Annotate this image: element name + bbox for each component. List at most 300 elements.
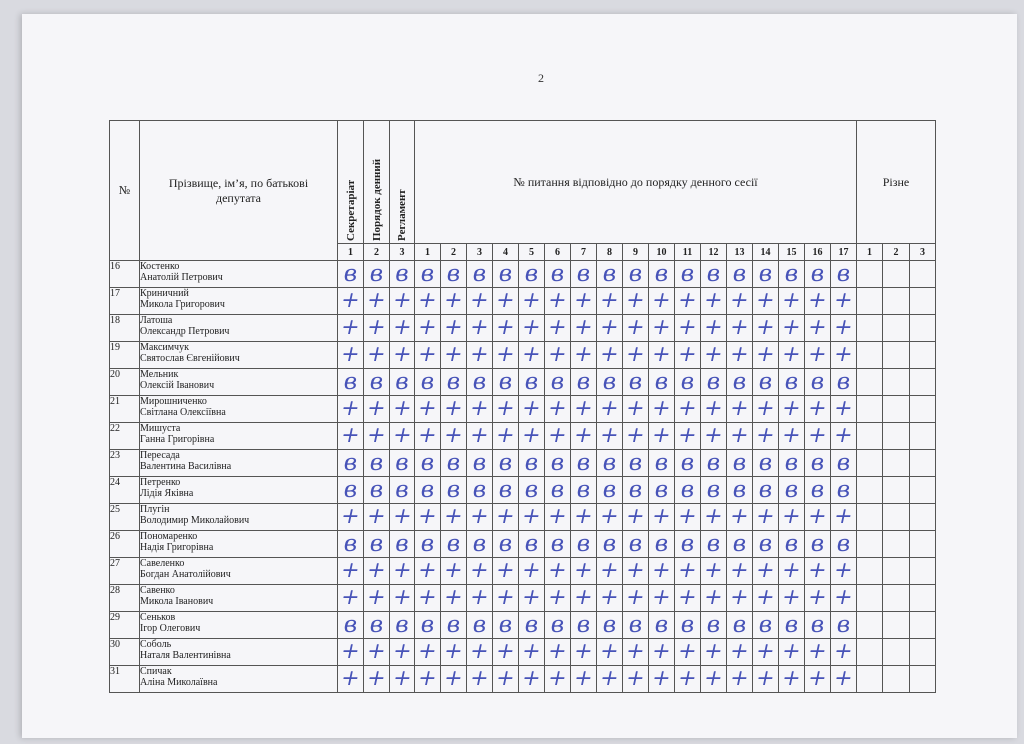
vote-mark-plus: +	[415, 666, 440, 691]
vote-mark-plus: +	[831, 666, 856, 691]
vote-cell	[753, 261, 779, 288]
vote-mark-plus: +	[623, 666, 648, 691]
vote-mark-plus: +	[364, 639, 389, 664]
vote-mark-v: в	[524, 612, 539, 638]
vote-mark-v: в	[498, 477, 513, 503]
vote-mark-v: в	[395, 477, 409, 503]
vote-mark-v: в	[498, 612, 513, 638]
deputy-given-names: Ігор Олегович	[140, 623, 201, 634]
vote-mark-plus: +	[701, 315, 726, 340]
vote-mark-v: в	[446, 261, 461, 287]
vote-cell	[338, 369, 364, 396]
vote-cell	[753, 423, 779, 450]
misc-cell	[883, 639, 910, 666]
vote-cell	[727, 639, 753, 666]
vote-mark-plus: +	[545, 666, 570, 691]
misc-cell	[910, 288, 936, 315]
vote-mark-plus: +	[571, 585, 596, 610]
vote-mark-v: в	[369, 531, 384, 557]
vote-mark-plus: +	[364, 423, 389, 448]
vote-cell	[597, 396, 623, 423]
vote-mark-v: в	[369, 261, 384, 287]
header-name: Прізвище, ім’я, по батькові депутата	[140, 121, 338, 261]
vote-mark-v: в	[706, 531, 721, 557]
vote-mark-plus: +	[649, 423, 674, 448]
misc-cell	[883, 423, 910, 450]
vote-cell	[805, 477, 831, 504]
vote-mark-v: в	[343, 369, 358, 395]
deputy-given-names: Надія Григорівна	[140, 542, 214, 553]
vote-mark-plus: +	[779, 585, 804, 610]
deputy-name	[140, 477, 338, 504]
vote-cell	[571, 477, 597, 504]
vote-mark-v: в	[654, 477, 669, 503]
vote-cell	[519, 585, 545, 612]
vote-mark-v: в	[343, 477, 358, 503]
vote-mark-plus: +	[753, 639, 778, 664]
vote-cell	[571, 288, 597, 315]
vote-mark-plus: +	[597, 666, 622, 691]
question-col-15: 15	[779, 244, 805, 261]
vote-cell	[701, 261, 727, 288]
question-col-14: 14	[753, 244, 779, 261]
vote-mark-v: в	[472, 261, 487, 287]
deputy-row	[110, 639, 936, 666]
vote-mark-v: в	[680, 612, 695, 638]
misc-cell	[883, 504, 910, 531]
vote-mark-plus: +	[675, 558, 700, 583]
vote-cell	[390, 261, 415, 288]
question-col-8: 8	[597, 244, 623, 261]
vote-mark-plus: +	[571, 666, 596, 691]
vote-mark-plus: +	[571, 396, 596, 421]
vote-cell	[545, 369, 571, 396]
vote-mark-v: в	[680, 450, 695, 476]
misc-cell	[910, 531, 936, 558]
vote-mark-plus: +	[545, 639, 570, 664]
row-number: 17	[110, 288, 140, 315]
vote-mark-v: в	[576, 612, 591, 638]
vote-cell	[390, 612, 415, 639]
vote-mark-v: в	[628, 450, 643, 476]
question-col-1: 1	[415, 244, 441, 261]
vote-mark-v: в	[810, 477, 825, 503]
vote-mark-v: в	[732, 612, 747, 638]
vote-cell	[675, 612, 701, 639]
misc-cell	[910, 639, 936, 666]
vote-cell	[805, 558, 831, 585]
vote-mark-plus: +	[701, 396, 726, 421]
vote-mark-plus: +	[390, 666, 414, 691]
vote-cell	[338, 477, 364, 504]
vote-mark-v: в	[472, 450, 487, 476]
vote-mark-v: в	[395, 369, 409, 395]
vote-mark-v: в	[446, 450, 461, 476]
misc-cell	[910, 612, 936, 639]
deputy-row	[110, 288, 936, 315]
vote-mark-plus: +	[727, 639, 752, 664]
vote-cell	[364, 261, 390, 288]
vote-cell	[597, 315, 623, 342]
deputy-surname: Савеленко	[140, 558, 185, 569]
vote-cell	[675, 666, 701, 693]
vote-cell	[727, 558, 753, 585]
deputy-row	[110, 369, 936, 396]
vote-cell	[467, 423, 493, 450]
deputy-name	[140, 612, 338, 639]
vote-mark-plus: +	[415, 396, 440, 421]
vote-cell	[753, 342, 779, 369]
vote-cell	[805, 261, 831, 288]
vote-mark-v: в	[654, 369, 669, 395]
vote-cell	[519, 423, 545, 450]
deputy-name	[140, 423, 338, 450]
vote-cell	[649, 504, 675, 531]
vote-mark-plus: +	[364, 558, 389, 583]
vote-cell	[623, 639, 649, 666]
vote-cell	[675, 288, 701, 315]
misc-cell	[857, 477, 883, 504]
vote-mark-v: в	[706, 612, 721, 638]
vote-cell	[571, 423, 597, 450]
vote-mark-plus: +	[805, 585, 830, 610]
deputy-row	[110, 504, 936, 531]
vote-mark-v: в	[395, 531, 409, 557]
vote-cell	[753, 639, 779, 666]
question-col-5: 5	[519, 244, 545, 261]
vote-cell	[675, 558, 701, 585]
vote-mark-plus: +	[727, 666, 752, 691]
vote-cell	[727, 585, 753, 612]
misc-cell	[910, 558, 936, 585]
vote-cell	[779, 261, 805, 288]
vote-mark-v: в	[420, 531, 435, 557]
question-col-4: 4	[493, 244, 519, 261]
deputy-surname: Пономаренко	[140, 531, 198, 542]
vote-mark-plus: +	[545, 504, 570, 529]
deputy-given-names: Святослав Євгенійович	[140, 353, 240, 364]
vote-cell	[831, 531, 857, 558]
vote-mark-plus: +	[597, 423, 622, 448]
vote-cell	[623, 666, 649, 693]
vote-cell	[415, 504, 441, 531]
vote-mark-plus: +	[493, 504, 518, 529]
deputy-row	[110, 342, 936, 369]
vote-cell	[727, 450, 753, 477]
vote-mark-v: в	[524, 477, 539, 503]
vote-mark-v: в	[472, 477, 487, 503]
row-number: 18	[110, 315, 140, 342]
vote-cell	[753, 504, 779, 531]
vote-cell	[467, 666, 493, 693]
vote-cell	[779, 369, 805, 396]
misc-col-1: 1	[857, 244, 883, 261]
vote-cell	[571, 396, 597, 423]
vote-cell	[338, 315, 364, 342]
vote-mark-v: в	[836, 612, 851, 638]
deputy-row	[110, 477, 936, 504]
vote-cell	[623, 531, 649, 558]
vote-mark-plus: +	[831, 504, 856, 529]
vote-mark-plus: +	[701, 504, 726, 529]
vote-cell	[753, 558, 779, 585]
vote-cell	[441, 423, 467, 450]
vote-mark-plus: +	[805, 558, 830, 583]
vote-cell	[493, 396, 519, 423]
vote-mark-plus: +	[415, 342, 440, 367]
vote-cell	[493, 450, 519, 477]
vote-cell	[467, 288, 493, 315]
vote-cell	[649, 558, 675, 585]
vote-cell	[364, 342, 390, 369]
vote-mark-plus: +	[649, 315, 674, 340]
vote-mark-v: в	[420, 477, 435, 503]
vote-cell	[831, 369, 857, 396]
vote-cell	[805, 585, 831, 612]
vote-cell	[571, 342, 597, 369]
vote-cell	[805, 666, 831, 693]
vote-cell	[441, 261, 467, 288]
vote-mark-plus: +	[338, 504, 363, 529]
vote-cell	[831, 666, 857, 693]
vote-mark-v: в	[810, 612, 825, 638]
vote-cell	[623, 315, 649, 342]
vote-mark-v: в	[784, 369, 799, 395]
vote-cell	[701, 612, 727, 639]
vote-mark-v: в	[550, 369, 565, 395]
vote-cell	[519, 342, 545, 369]
vote-mark-plus: +	[545, 396, 570, 421]
misc-cell	[857, 261, 883, 288]
misc-cell	[883, 558, 910, 585]
vote-cell	[338, 396, 364, 423]
vote-cell	[545, 288, 571, 315]
vote-cell	[805, 639, 831, 666]
vote-mark-plus: +	[493, 315, 518, 340]
vote-mark-plus: +	[675, 639, 700, 664]
vote-cell	[545, 666, 571, 693]
deputy-row	[110, 396, 936, 423]
vote-mark-plus: +	[545, 342, 570, 367]
header-regulation: Регламент	[390, 121, 415, 244]
misc-cell	[910, 369, 936, 396]
deputy-row	[110, 666, 936, 693]
vote-cell	[727, 531, 753, 558]
misc-cell	[857, 396, 883, 423]
misc-cell	[857, 531, 883, 558]
vote-cell	[415, 315, 441, 342]
vote-cell	[519, 666, 545, 693]
vote-cell	[390, 504, 415, 531]
vote-cell	[649, 261, 675, 288]
vote-cell	[623, 612, 649, 639]
vote-cell	[831, 585, 857, 612]
vote-mark-plus: +	[338, 342, 363, 367]
vote-mark-plus: +	[415, 423, 440, 448]
vote-cell	[390, 531, 415, 558]
vote-mark-plus: +	[805, 315, 830, 340]
vote-mark-v: в	[498, 261, 513, 287]
vote-cell	[545, 531, 571, 558]
vote-cell	[701, 666, 727, 693]
question-col-7: 7	[571, 244, 597, 261]
vote-cell	[701, 558, 727, 585]
vote-cell	[415, 585, 441, 612]
vote-cell	[441, 396, 467, 423]
vote-mark-v: в	[810, 369, 825, 395]
vote-mark-plus: +	[519, 558, 544, 583]
vote-mark-plus: +	[805, 666, 830, 691]
vote-mark-v: в	[784, 531, 799, 557]
vote-mark-plus: +	[779, 558, 804, 583]
vote-mark-v: в	[680, 531, 695, 557]
deputy-row	[110, 612, 936, 639]
vote-cell	[338, 504, 364, 531]
vote-mark-plus: +	[753, 342, 778, 367]
misc-cell	[857, 288, 883, 315]
vote-mark-v: в	[524, 369, 539, 395]
deputy-given-names: Валентина Василівна	[140, 461, 232, 472]
vote-cell	[545, 585, 571, 612]
vote-mark-plus: +	[779, 315, 804, 340]
misc-cell	[857, 450, 883, 477]
vote-mark-plus: +	[467, 288, 492, 313]
vote-mark-v: в	[602, 477, 617, 503]
vote-cell	[831, 423, 857, 450]
vote-mark-v: в	[836, 531, 851, 557]
misc-cell	[910, 315, 936, 342]
vote-mark-v: в	[758, 261, 773, 287]
vote-mark-plus: +	[701, 639, 726, 664]
vote-cell	[571, 639, 597, 666]
vote-mark-v: в	[784, 450, 799, 476]
vote-mark-v: в	[602, 531, 617, 557]
deputy-given-names: Лідія Яківна	[140, 488, 194, 499]
question-col-10: 10	[649, 244, 675, 261]
vote-cell	[415, 369, 441, 396]
vote-cell	[779, 504, 805, 531]
vote-cell	[519, 639, 545, 666]
vote-mark-plus: +	[779, 639, 804, 664]
vote-cell	[441, 450, 467, 477]
vote-mark-v: в	[550, 477, 565, 503]
vote-cell	[390, 369, 415, 396]
vote-mark-v: в	[498, 369, 513, 395]
vote-mark-v: в	[758, 477, 773, 503]
vote-mark-v: в	[628, 612, 643, 638]
vote-cell	[623, 396, 649, 423]
deputy-surname: Пересада	[140, 450, 180, 461]
vote-mark-v: в	[524, 450, 539, 476]
misc-col-3: 3	[910, 244, 936, 261]
vote-cell	[390, 450, 415, 477]
vote-cell	[597, 612, 623, 639]
vote-cell	[390, 396, 415, 423]
vote-mark-v: в	[706, 477, 721, 503]
misc-cell	[883, 531, 910, 558]
vote-cell	[597, 288, 623, 315]
vote-cell	[493, 288, 519, 315]
vote-cell	[753, 396, 779, 423]
vote-cell	[571, 558, 597, 585]
vote-mark-plus: +	[519, 504, 544, 529]
vote-cell	[364, 666, 390, 693]
deputy-row	[110, 531, 936, 558]
vote-mark-plus: +	[467, 666, 492, 691]
vote-cell	[701, 288, 727, 315]
vote-cell	[415, 531, 441, 558]
vote-cell	[831, 558, 857, 585]
vote-cell	[441, 639, 467, 666]
vote-cell	[831, 342, 857, 369]
deputy-row	[110, 261, 936, 288]
vote-mark-plus: +	[727, 315, 752, 340]
question-col-3: 3	[467, 244, 493, 261]
vote-mark-v: в	[602, 261, 617, 287]
vote-cell	[467, 369, 493, 396]
vote-mark-plus: +	[805, 396, 830, 421]
vote-cell	[831, 261, 857, 288]
deputy-surname: Петренко	[140, 477, 181, 488]
vote-cell	[623, 342, 649, 369]
header-misc: Різне	[857, 121, 936, 244]
vote-mark-v: в	[446, 612, 461, 638]
vote-cell	[753, 369, 779, 396]
vote-cell	[545, 423, 571, 450]
row-number: 24	[110, 477, 140, 504]
vote-cell	[364, 531, 390, 558]
vote-mark-plus: +	[701, 558, 726, 583]
vote-mark-plus: +	[415, 504, 440, 529]
vote-mark-v: в	[369, 450, 384, 476]
vote-cell	[779, 423, 805, 450]
deputy-surname: Плугін	[140, 504, 170, 515]
vote-mark-plus: +	[467, 396, 492, 421]
vote-cell	[545, 639, 571, 666]
vote-mark-v: в	[784, 612, 799, 638]
vote-mark-plus: +	[390, 504, 414, 529]
vote-cell	[805, 342, 831, 369]
vote-cell	[415, 612, 441, 639]
vote-cell	[753, 585, 779, 612]
vote-cell	[571, 504, 597, 531]
vote-cell	[701, 477, 727, 504]
vote-mark-plus: +	[338, 585, 363, 610]
vote-cell	[493, 261, 519, 288]
vote-cell	[338, 342, 364, 369]
vote-mark-v: в	[836, 477, 851, 503]
vote-cell	[597, 585, 623, 612]
vote-mark-plus: +	[675, 423, 700, 448]
header-questions: № питання відповідно до порядку денного сесії	[415, 121, 857, 244]
vote-cell	[415, 261, 441, 288]
vote-mark-plus: +	[338, 423, 363, 448]
misc-cell	[857, 315, 883, 342]
vote-mark-plus: +	[727, 558, 752, 583]
vote-cell	[649, 288, 675, 315]
procedural-col-1: 1	[338, 244, 364, 261]
vote-cell	[727, 666, 753, 693]
vote-mark-plus: +	[753, 504, 778, 529]
vote-mark-plus: +	[623, 315, 648, 340]
misc-cell	[910, 477, 936, 504]
misc-cell	[857, 639, 883, 666]
vote-cell	[493, 558, 519, 585]
vote-mark-plus: +	[338, 396, 363, 421]
vote-cell	[649, 315, 675, 342]
vote-cell	[831, 612, 857, 639]
vote-cell	[779, 531, 805, 558]
